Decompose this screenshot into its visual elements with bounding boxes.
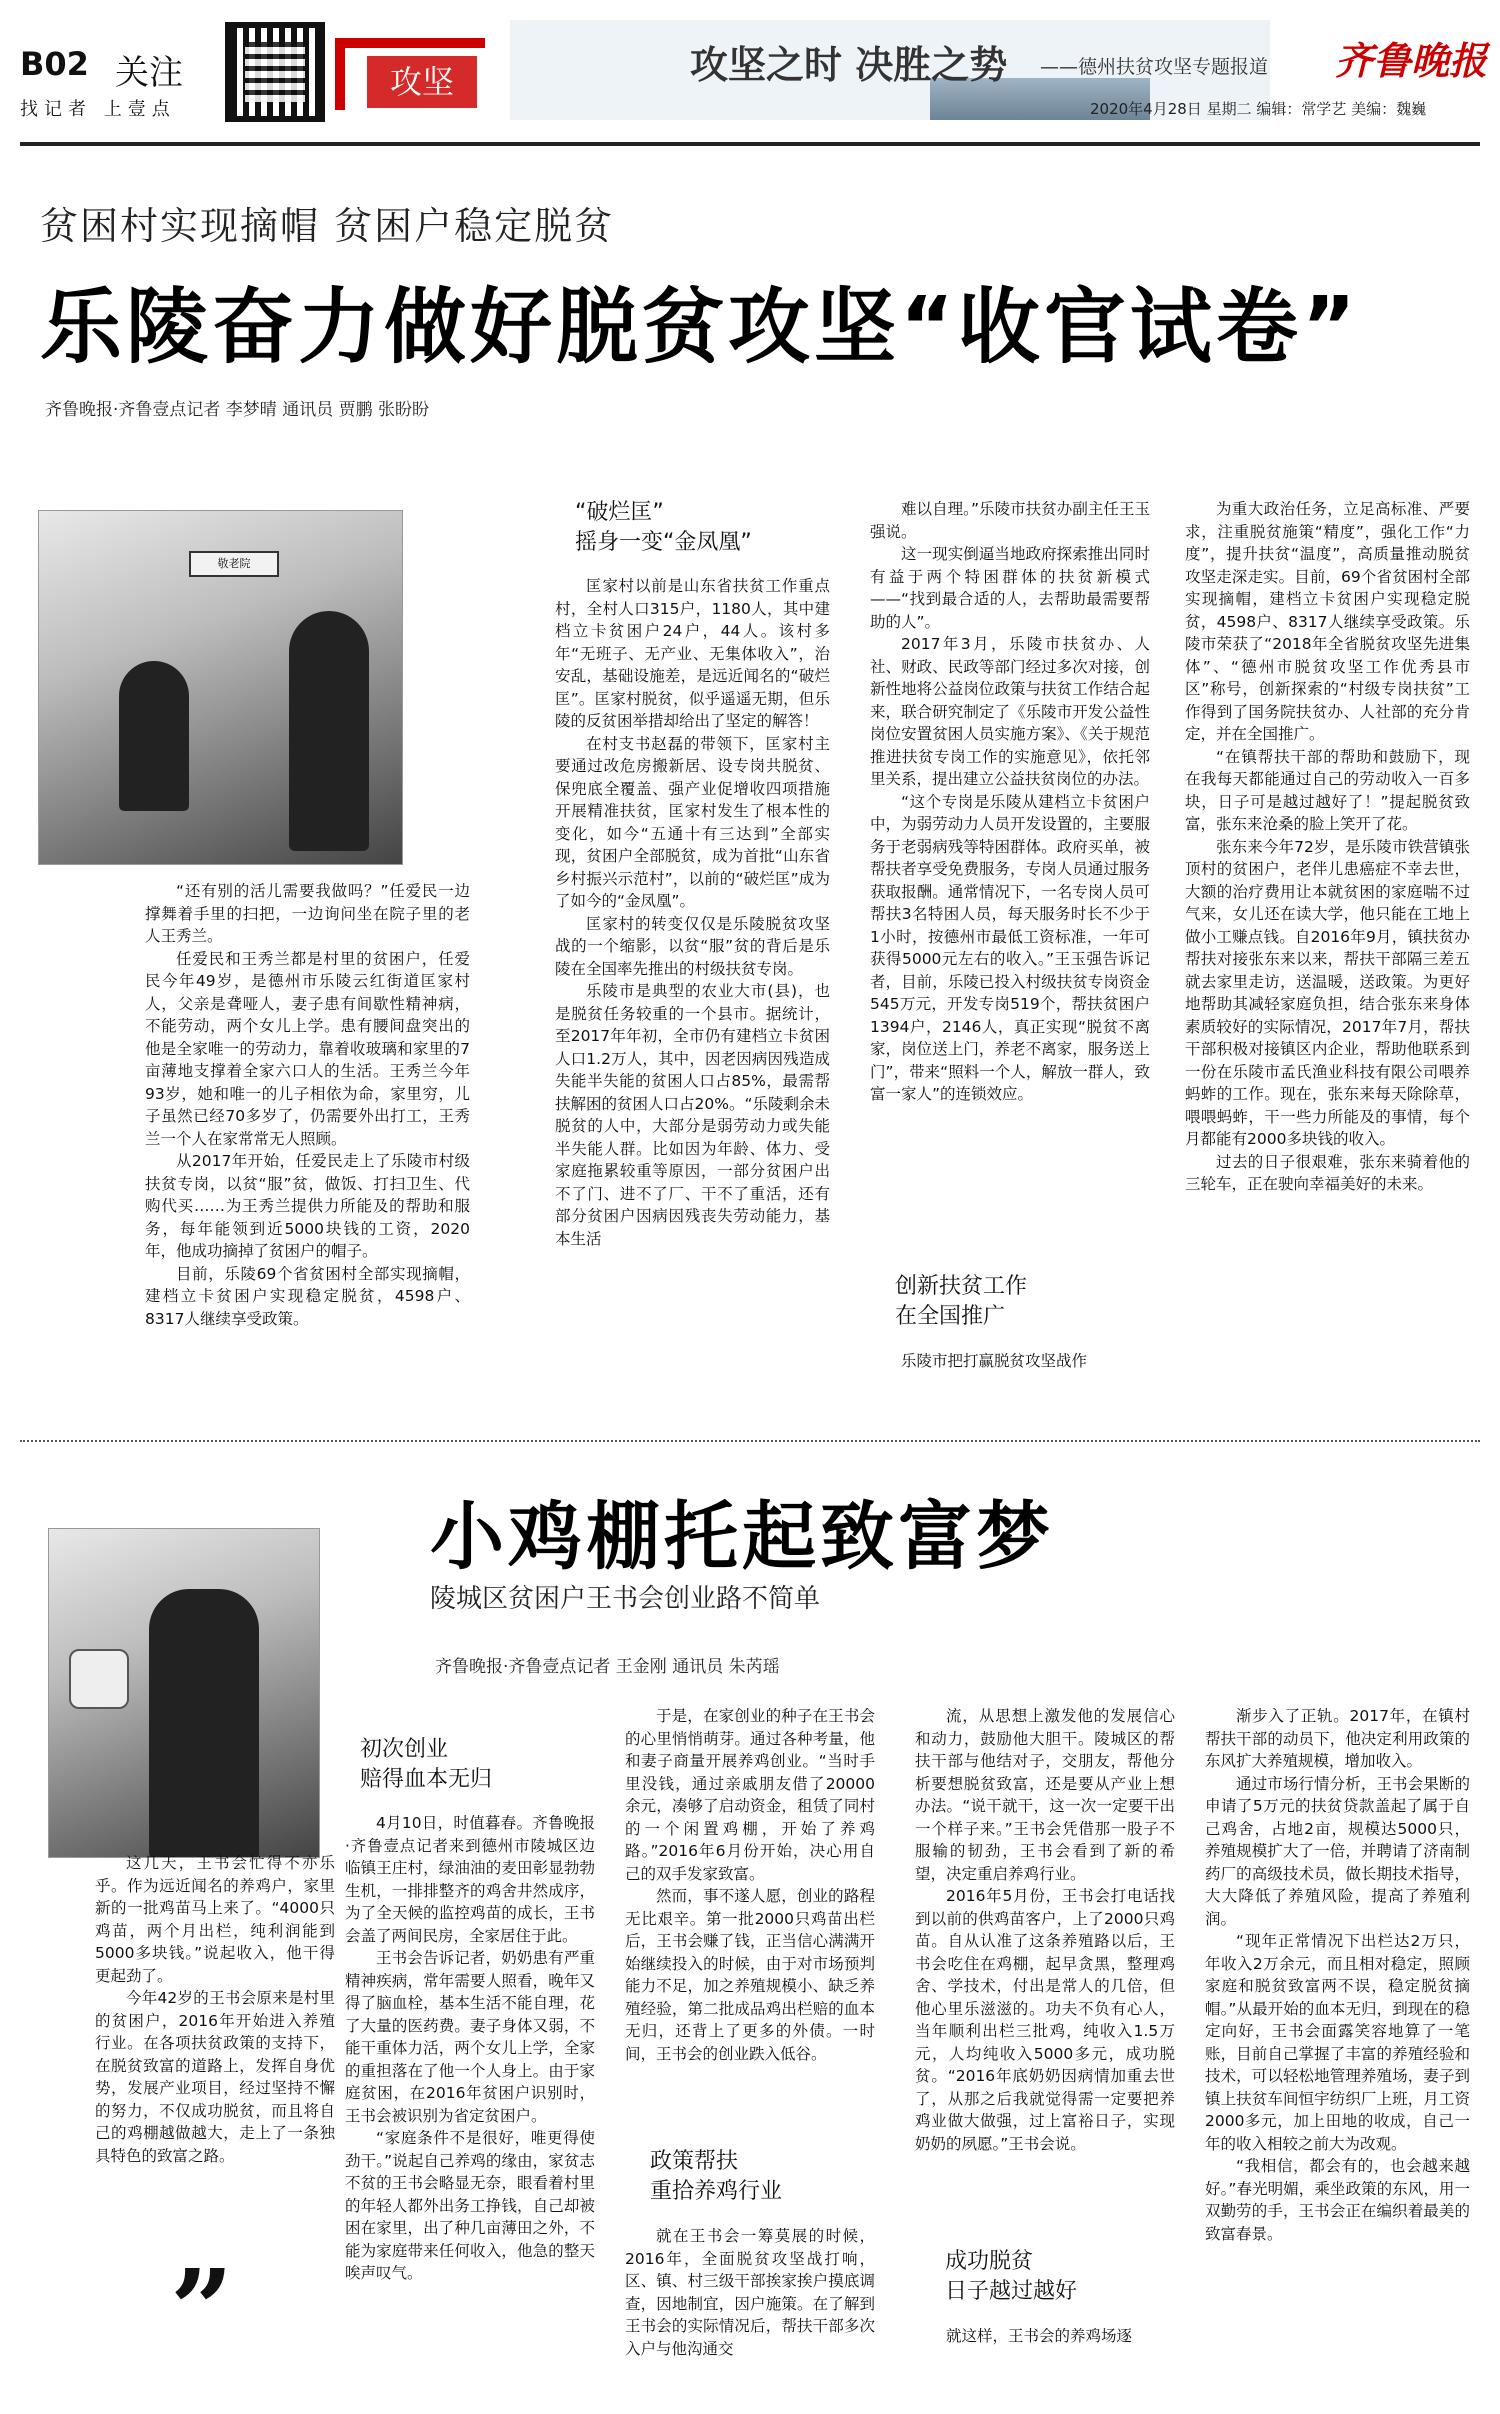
photo-figure-elder xyxy=(119,661,189,811)
article2-column-2 xyxy=(345,1812,595,2397)
paragraph: 任爱民和王秀兰都是村里的贫困户，任爱民今年49岁，是德州市乐陵云红街道匡家村人，父亲是聋哑人，妻子患有间歇性精神病，不能劳动，两个女儿上学。患有腰间盘突出的他是全家唯一的劳动力，靠着收玻璃和家里的7亩薄地支撑着全家六口人的生活。王秀兰今年93岁，她和唯一的儿子相依为命，家里穷，儿子虽然已经70多岁了，仍需要外出打工，王秀兰一个人在家常常无人照顾。 xyxy=(145,949,470,1148)
paragraph: 匡家村的转变仅仅是乐陵脱贫攻坚战的一个缩影，以贫“服”贫的背后是乐陵在全国率先推出的村级扶贫专岗。 xyxy=(555,914,830,978)
article2-subhead-3: 成功脱贫 日子越过越好 xyxy=(945,2249,1078,2304)
paragraph: “在镇帮扶干部的帮助和鼓励下，现在我每天都能通过自己的劳动收入一百多块，日子可是越过越好了！”提起脱贫致富，张东来沧桑的脸上笑开了花。 xyxy=(1185,747,1470,833)
helper-slogan: 找记者 上壹点 xyxy=(20,99,176,120)
paragraph: 从2017年开始，任爱民走上了乐陵市村级扶贫专岗，以贫“服”贫，做饭、打扫卫生、代购代买……为王秀兰提供力所能及的帮助和服务，每年能领到近5000块钱的工资，2020年，他成功摘掉了贫困户的帽子。 xyxy=(145,1152,470,1260)
article2-byline: 齐鲁晚报·齐鲁壹点记者 王金刚 通讯员 朱芮瑶 xyxy=(435,1657,780,1677)
banner-title: 攻坚之时 决胜之势 xyxy=(690,43,1008,87)
dateline: 2020年4月28日 星期二 编辑：常学艺 美编：魏巍 xyxy=(1090,100,1427,118)
paragraph: 就在王书会一筹莫展的时候，2016年，全面脱贫攻坚战打响，区、镇、村三级干部挨家挨户摸底调查，因地制宜，因户施策。在了解到王书会的实际情况后，帮扶干部多次入户与他沟通交 xyxy=(625,2227,875,2358)
quote-mark-icon: ” xyxy=(170,2245,234,2374)
paragraph: “现年正常情况下出栏达2万只，年收入2万余元，而且相对稳定，照顾家庭和脱贫致富两不误，稳定脱贫摘帽。”从最开始的血本无归，到现在的稳定向好，王书会面露笑容地算了一笔账，目前自己掌握了丰富的养殖经验和技术，可以轻松地管理养殖场，妻子到镇上扶贫车间恒宇纺织厂上班，月工资2000多元，加上田地的收成，自己一年的收入相较之前大为改观。 xyxy=(1205,1932,1470,2153)
article1-subhead-2: 创新扶贫工作 在全国推广 xyxy=(895,1274,1028,1329)
article1-column-2 xyxy=(555,575,830,1390)
article2-subhead-1: 初次创业 赔得血本无归 xyxy=(360,1737,493,1792)
article2-column-3 xyxy=(625,1705,875,2135)
topic-tag xyxy=(335,38,485,110)
article2-subhead-2: 政策帮扶 重拾养鸡行业 xyxy=(650,2149,783,2204)
paragraph: 乐陵市是典型的农业大市(县)，也是脱贫任务较重的一个县市。据统计，至2017年年初，全市仍有建档立卡贫困人口1.2万人，其中，因老因病因残造成失能半失能的贫困人口占85%，最需帮扶解困的贫困人口占20%。“乐陵剩余未脱贫的人中，大部分是弱劳动力或失能半失能人群。比如因为年龄、体力、受家庭拖累较重等原因，一部分贫困户出不了门、进不了厂、干不了重活，还有部分贫困户因病因残丧失劳动能力，基本生活 xyxy=(555,982,830,1248)
paragraph: “还有别的活儿需要我做吗？”任爱民一边撑舞着手里的扫把，一边询问坐在院子里的老人王秀兰。 xyxy=(145,882,470,945)
article1-photo xyxy=(38,510,403,865)
article2-column-3b xyxy=(625,2225,875,2400)
paragraph: 就这样，王书会的养鸡场逐 xyxy=(946,2327,1133,2345)
article1-column-3-tail xyxy=(870,1350,1150,1380)
paragraph: 于是，在家创业的种子在王书会的心里悄悄萌芽。通过各种考量，他和妻子商量开展养鸡创业。“当时手里没钱，通过亲戚朋友借了20000余元，凑够了启动资金，租赁了同村的一个闲置鸡棚，开始了养鸡路。”2016年6月份开始，决心用自己的双手发家致富。 xyxy=(625,1707,875,1883)
masthead-rule xyxy=(20,142,1480,146)
paragraph: 2017年3月，乐陵市扶贫办、人社、财政、民政等部门经过多次对接，创新性地将公益岗位政策与扶贫工作结合起来，联合研究制定了《乐陵市开发公益性岗位安置贫困人员实施方案》、《关于规范推进扶贫专岗工作的实施意见》，依托邻里关系，提出建立公益扶贫岗位的办法。 xyxy=(870,635,1150,788)
article2-deck: 陵城区贫困户王书会创业路不简单 xyxy=(430,1584,821,1614)
section-name: 关注 xyxy=(115,53,183,93)
paragraph: “家庭条件不是很好，唯更得使劲干。”说起自己养鸡的缘由，家贫志不贫的王书会略显无奈，眼看着村里的年轻人都外出务工挣钱，自己却被困在家里，出了种几亩薄田之外，不能为家庭带来任何收入，他急的整天唉声叹气。 xyxy=(345,2129,595,2282)
paragraph: 乐陵市把打赢脱贫攻坚战作 xyxy=(901,1352,1088,1370)
paragraph: “我相信，都会有的，也会越来越好。”春光明媚，乘坐政策的东风，用一双勤劳的手，王书会正在编织着最美的致富春景。 xyxy=(1205,2157,1470,2243)
paragraph: 王书会告诉记者，奶奶患有严重精神疾病，常年需要人照看，晚年又得了脑血栓，基本生活不能自理，花了大量的医药费。妻子身体又弱，不能干重体力活，两个女儿上学，全家的重担落在了他一个人身上。由于家庭贫困，在2016年贫困户识别时，王书会被识别为省定贫困户。 xyxy=(345,1949,595,2125)
paragraph: 匡家村以前是山东省扶贫工作重点村，全村人口315户，1180人，其中建档立卡贫困户24户，44人。该村多年“无班子、无产业、无集体收入”，治安乱，基础设施差，是远近闻名的“破烂匡”。匡家村脱贫，似乎遥遥无期，但乐陵的反贫困举措却给出了坚定的解答！ xyxy=(555,577,830,730)
paragraph: 张东来今年72岁，是乐陵市铁营镇张顶村的贫困户，老伴儿患癌症不幸去世，大额的治疗费用让本就贫困的家庭喘不过气来，女儿还在读大学，他只能在工地上做小工赚点钱。自2016年9月，镇扶贫办帮扶对接张东来以来，帮扶干部隔三差五就去家里走访，送温暖，送政策。为更好地帮助其减轻家庭负担，结合张东来身体素质较好的实际情况，2017年7月，帮扶干部积极对接镇区内企业，帮助他联系到一份在乐陵市孟氏渔业科技有限公司喂养蚂蚱的工作。现在，张东来每天除除草，喂喂蚂蚱，干一些力所能及的事情，每个月都能有2000多块钱的收入。 xyxy=(1185,837,1470,1148)
article1-kicker: 贫困村实现摘帽 贫困户稳定脱贫 xyxy=(40,204,615,248)
topic-tag-label: 攻坚 xyxy=(367,56,477,108)
article2-caption-column xyxy=(95,1852,335,2247)
paragraph: 过去的日子很艰难，张东来骑着他的三轮车，正在驶向幸福美好的未来。 xyxy=(1185,1152,1470,1193)
banner-subtitle: ——德州扶贫攻坚专题报道 xyxy=(1040,56,1269,78)
paragraph: 这一现实倒逼当地政府探索推出同时有益于两个特困群体的扶贫新模式——“找到最合适的人，去帮助最需要帮助的人”。 xyxy=(870,545,1150,631)
paragraph: 然而，事不遂人愿，创业的路程无比艰辛。第一批2000只鸡苗出栏后，王书会赚了钱，正当信心满满开始继续投入的时候，由于对市场预判能力不足，加之养殖规模小、缺乏养殖经验，第二批成品鸡出栏赔的血本无归，还背上了更多的外债。一时间，王书会的创业跌入低谷。 xyxy=(625,1887,875,2063)
paragraph: 为重大政治任务，立足高标准、严要求，注重脱贫施策“精度”，强化工作“力度”，提升扶贫“温度”，高质量推动脱贫攻坚走深走实。目前，69个省贫困村全部实现摘帽，建档立卡贫困户实现稳定脱贫，4598户、8317人继续享受政策。乐陵市荣获了“2018年全省脱贫攻坚先进集体”、“德州市脱贫攻坚工作优秀县市区”称号，创新探索的“村级专岗扶贫”工作得到了国务院扶贫办、人社部的充分肯定，并在全国推广。 xyxy=(1185,500,1470,743)
qr-code-icon[interactable] xyxy=(225,22,325,122)
article1-byline: 齐鲁晚报·齐鲁壹点记者 李梦晴 通讯员 贾鹏 张盼盼 xyxy=(45,400,430,420)
photo-sign: 敬老院 xyxy=(189,551,279,577)
paragraph: 渐步入了正轨。2017年，在镇村帮扶干部的动员下，他决定利用政策的东风扩大养殖规模，增加收入。 xyxy=(1205,1707,1470,1770)
photo-figure-helper xyxy=(289,611,369,851)
article1-column-4 xyxy=(1185,498,1470,1388)
article-divider xyxy=(20,1440,1480,1442)
paragraph: 今年42岁的王书会原来是村里的贫困户，2016年开始进入养殖行业。在各项扶贫政策的支持下，在脱贫致富的道路上，发挥自身优势，发展产业项目，经过坚持不懈的努力，不仅成功脱贫，而且将自己的鸡棚越做越大，走上了一条独具特色的致富之路。 xyxy=(95,1989,335,2165)
newspaper-logo: 齐鲁晚报 xyxy=(1335,38,1488,83)
masthead xyxy=(0,0,1500,150)
article2-headline: 小鸡棚托起致富梦 xyxy=(430,1494,1054,1580)
article1-caption-column xyxy=(145,880,470,1385)
paragraph: “这个专岗是乐陵从建档立卡贫困户中，为弱劳动力人员开发设置的，主要服务于老弱病残等特困群体。政府买单，被帮扶者享受免费服务，专岗人员通过服务获取报酬。通常情况下，一名专岗人员可帮扶3名特困人员，每天服务时长不少于1小时，按德州市最低工资标准，一年可获得5000元左右的收入。”王玉强告诉记者，目前，乐陵已投入村级扶贫专岗资金545万元，开发专岗519个，帮扶贫困户1394户，2146人，真正实现“脱贫不离家，岗位送上门，养老不离家，服务送上门”，带来“照料一个人，解放一群人，致富一家人”的连锁效应。 xyxy=(870,792,1150,1103)
article1-headline: 乐陵奋力做好脱贫攻坚“收官试卷” xyxy=(40,280,1360,375)
article2-column-4 xyxy=(915,1705,1175,2230)
page-number: B02 xyxy=(20,45,89,83)
paragraph: 通过市场行情分析，王书会果断的申请了5万元的扶贫贷款盖起了属于自己鸡舍，占地2亩，规模达5000只，养殖规模扩大了一倍，并聘请了济南制药厂的高级技术员，做长期技术指导，大大降低了养殖风险，提高了养殖利润。 xyxy=(1205,1774,1470,1928)
paragraph: 4月10日，时值暮春。齐鲁晚报·齐鲁壹点记者来到德州市陵城区边临镇王庄村，绿油油的麦田彰显勃勃生机，一排排整齐的鸡舍井然成序，为了全天候的监控鸡苗的成长，王书会盖了两间民房，全家居住于此。 xyxy=(345,1814,595,1945)
photo-bucket xyxy=(69,1649,129,1709)
article2-photo xyxy=(48,1528,320,1858)
paragraph: 2016年5月份，王书会打电话找到以前的供鸡苗客户，上了2000只鸡苗。自从认准了这条养殖路以后，王书会吃住在鸡棚，起早贪黑，整理鸡舍、学技术，付出是常人的几倍，但他心里乐滋滋的。功夫不负有心人，当年顺利出栏三批鸡，纯收入1.5万元，人均纯收入5000多元，成功脱贫。“2016年底奶奶因病情加重去世了，从那之后我就觉得需一定要把养鸡业做大做强，过上富裕日子，实现奶奶的夙愿。”王书会说。 xyxy=(915,1887,1175,2153)
paragraph: 这几天，王书会忙得不亦乐乎。作为远近闻名的养鸡户，家里新的一批鸡苗马上来了。“4000只鸡苗，两个月出栏，纯利润能到5000多块钱。”说起收入，他干得更起劲了。 xyxy=(95,1854,335,1985)
paragraph: 在村支书赵磊的带领下，匡家村主要通过改危房搬新居、设专岗共脱贫、保兜底全覆盖、强产业促增收四项措施开展精准扶贫，匡家村发生了根本性的变化，如今“五通十有三达到”全部实现，贫困户全部脱贫，成为首批“山东省乡村振兴示范村”，以前的“破烂匡”成为了如今的“金凤凰”。 xyxy=(555,734,830,910)
article2-column-4-tail xyxy=(915,2325,1175,2355)
article1-column-3 xyxy=(870,498,1150,1268)
article1-subhead-1: “破烂匡” 摇身一变“金凤凰” xyxy=(575,500,752,555)
paragraph: 流，从思想上激发他的发展信心和动力，鼓励他大胆干。陵城区的帮扶干部与他结对子，交朋友，帮他分析要想脱贫致富，还是要从产业上想办法。“说干就干，这一次一定要干出一个样子来。”王书会凭借那一股子不服输的韧劲，王书会看到了新的希望，决定重启养鸡行业。 xyxy=(915,1707,1175,1883)
article2-column-5 xyxy=(1205,1705,1470,2395)
photo-figure-farmer xyxy=(149,1589,259,1858)
paragraph: 难以自理。”乐陵市扶贫办副主任王玉强说。 xyxy=(870,500,1150,541)
paragraph: 目前，乐陵69个省贫困村全部实现摘帽，建档立卡贫困户实现稳定脱贫，4598户、8317人继续享受政策。 xyxy=(145,1264,470,1328)
